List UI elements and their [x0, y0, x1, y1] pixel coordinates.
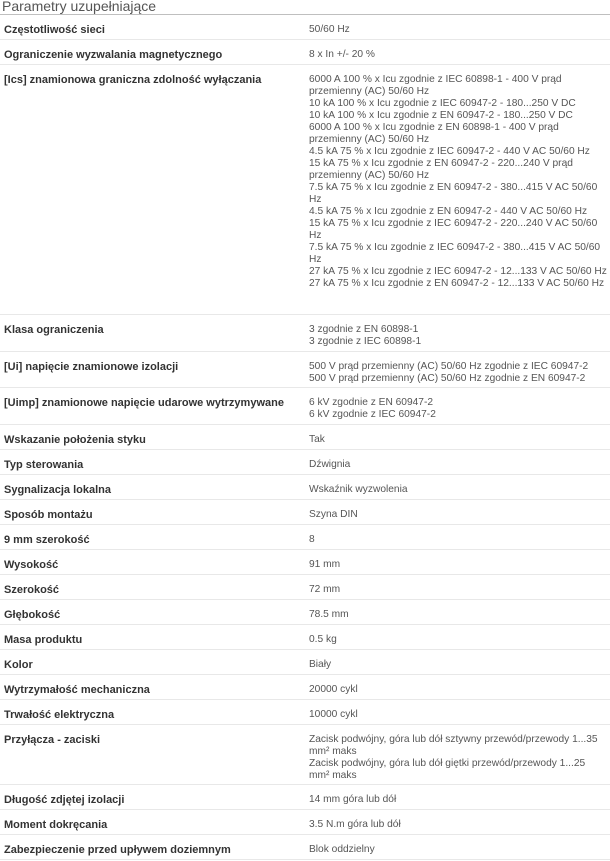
- row-label: Szerokość: [4, 584, 60, 596]
- value-line: 4.5 kA 75 % x Icu zgodnie z EN 60947-2 - 440 V AC 50/60 Hz: [309, 206, 588, 217]
- value-line: 8 x In +/- 20 %: [309, 49, 375, 60]
- row-label: Zabezpieczenie przed upływem doziemnym: [4, 844, 231, 856]
- row-value: [305, 397, 610, 418]
- value-line: 20000 cykl: [309, 684, 358, 695]
- value-line: Biały: [309, 659, 332, 670]
- spec-table: [0, 15, 610, 860]
- value-line: Blok oddzielny: [309, 844, 375, 855]
- table-row: [0, 575, 610, 600]
- value-line: 15 kA 75 % x Icu zgodnie z IEC 60947-2 - 220...240 V AC 50/60 Hz: [309, 218, 598, 241]
- row-value: [305, 659, 610, 668]
- table-row: [0, 675, 610, 700]
- value-line: 3 zgodnie z EN 60898-1: [309, 324, 419, 335]
- value-line: 3.5 N.m góra lub dół: [309, 819, 401, 830]
- table-row: [0, 15, 610, 40]
- row-label: Wysokość: [4, 559, 59, 571]
- table-row: [0, 315, 610, 352]
- value-line: 10 kA 100 % x Icu zgodnie z IEC 60947-2 - 180...250 V DC: [309, 98, 576, 109]
- row-value: [305, 634, 610, 643]
- row-label: Sposób montażu: [4, 509, 93, 521]
- row-value: [305, 794, 610, 803]
- value-line: 0.5 kg: [309, 634, 337, 645]
- row-label: Ograniczenie wyzwalania magnetycznego: [4, 49, 223, 61]
- row-value: [305, 609, 610, 618]
- value-line: 50/60 Hz: [309, 24, 350, 35]
- value-line: 91 mm: [309, 559, 341, 570]
- row-value: [305, 324, 610, 345]
- row-label: Klasa ograniczenia: [4, 324, 104, 336]
- row-value: [305, 24, 610, 33]
- row-value: [305, 74, 610, 308]
- value-line: 14 mm góra lub dół: [309, 794, 397, 805]
- table-row: [0, 65, 610, 315]
- value-line: 10 kA 100 % x Icu zgodnie z EN 60947-2 - 180...250 V DC: [309, 110, 573, 121]
- value-line: 6000 A 100 % x Icu zgodnie z EN 60898-1 - 400 V prąd przemienny (AC) 50/60 Hz: [309, 122, 559, 145]
- value-line: 4.5 kA 75 % x Icu zgodnie z IEC 60947-2 - 440 V AC 50/60 Hz: [309, 146, 590, 157]
- value-line: 7.5 kA 75 % x Icu zgodnie z EN 60947-2 - 380...415 V AC 50/60 Hz: [309, 182, 598, 205]
- value-line: 8: [309, 534, 315, 545]
- table-row: [0, 725, 610, 785]
- value-line: Zacisk podwójny, góra lub dół sztywny przewód/przewody 1...35 mm² maks: [309, 734, 598, 757]
- row-value: [305, 584, 610, 593]
- row-value: [305, 484, 610, 493]
- table-row: [0, 835, 610, 860]
- row-value: [305, 684, 610, 693]
- value-line: 6 kV zgodnie z IEC 60947-2: [309, 409, 436, 420]
- row-value: [305, 361, 610, 384]
- value-line: 72 mm: [309, 584, 341, 595]
- section-title: Parametry uzupełniające: [0, 0, 610, 15]
- table-row: [0, 550, 610, 575]
- value-line: 27 kA 75 % x Icu zgodnie z IEC 60947-2 - 12...133 V AC 50/60 Hz: [309, 266, 607, 277]
- row-value: [305, 434, 610, 443]
- row-label: [Uimp] znamionowe napięcie udarowe wytrzymywane: [4, 397, 284, 409]
- row-label: Moment dokręcania: [4, 819, 108, 831]
- row-value: [305, 819, 610, 828]
- row-value: [305, 734, 610, 781]
- value-line: Dźwignia: [309, 459, 351, 470]
- value-line: Zacisk podwójny, góra lub dół giętki przewód/przewody 1...25 mm² maks: [309, 758, 586, 781]
- table-row: [0, 525, 610, 550]
- table-row: [0, 388, 610, 425]
- row-label: Typ sterowania: [4, 459, 84, 471]
- row-value: [305, 844, 610, 853]
- row-label: Wskazanie położenia styku: [4, 434, 146, 446]
- row-label: Masa produktu: [4, 634, 83, 646]
- table-row: [0, 785, 610, 810]
- row-label: [Ics] znamionowa graniczna zdolność wyłączania: [4, 74, 262, 86]
- row-label: Wytrzymałość mechaniczna: [4, 684, 150, 696]
- value-line: 3 zgodnie z IEC 60898-1: [309, 336, 422, 347]
- table-row: [0, 700, 610, 725]
- value-line: Wskaźnik wyzwolenia: [309, 484, 408, 495]
- table-row: [0, 450, 610, 475]
- value-line: 6000 A 100 % x Icu zgodnie z IEC 60898-1 - 400 V prąd przemienny (AC) 50/60 Hz: [309, 74, 562, 97]
- value-line: 500 V prąd przemienny (AC) 50/60 Hz zgodnie z EN 60947-2: [309, 373, 586, 384]
- table-row: [0, 600, 610, 625]
- row-value: [305, 709, 610, 718]
- table-row: [0, 352, 610, 388]
- row-label: [Ui] napięcie znamionowe izolacji: [4, 361, 179, 373]
- row-value: [305, 509, 610, 518]
- table-row: [0, 810, 610, 835]
- value-line: 27 kA 75 % x Icu zgodnie z EN 60947-2 - 12...133 V AC 50/60 Hz: [309, 278, 605, 289]
- row-value: [305, 534, 610, 543]
- table-row: [0, 500, 610, 525]
- row-value: [305, 459, 610, 468]
- table-row: [0, 475, 610, 500]
- row-label: Sygnalizacja lokalna: [4, 484, 111, 496]
- value-line: 78.5 mm: [309, 609, 349, 620]
- value-line: 15 kA 75 % x Icu zgodnie z EN 60947-2 - 220...240 V prąd przemienny (AC) 50/60 Hz: [309, 158, 573, 181]
- row-label: Długość zdjętej izolacji: [4, 794, 125, 806]
- value-line: Tak: [309, 434, 325, 445]
- value-line: 500 V prąd przemienny (AC) 50/60 Hz zgodnie z IEC 60947-2: [309, 361, 589, 372]
- row-label: Kolor: [4, 659, 33, 671]
- row-label: 9 mm szerokość: [4, 534, 90, 546]
- table-row: [0, 650, 610, 675]
- value-line: Szyna DIN: [309, 509, 358, 520]
- table-row: [0, 625, 610, 650]
- row-label: Głębokość: [4, 609, 61, 621]
- value-line: 6 kV zgodnie z EN 60947-2: [309, 397, 434, 408]
- value-line: 10000 cykl: [309, 709, 358, 720]
- value-line: 7.5 kA 75 % x Icu zgodnie z IEC 60947-2 - 380...415 V AC 50/60 Hz: [309, 242, 601, 265]
- table-row: [0, 40, 610, 65]
- row-label: Częstotliwość sieci: [4, 24, 105, 36]
- row-value: [305, 49, 610, 58]
- row-label: Trwałość elektryczna: [4, 709, 115, 721]
- table-row: [0, 425, 610, 450]
- row-value: [305, 559, 610, 568]
- row-label: Przyłącza - zaciski: [4, 734, 101, 746]
